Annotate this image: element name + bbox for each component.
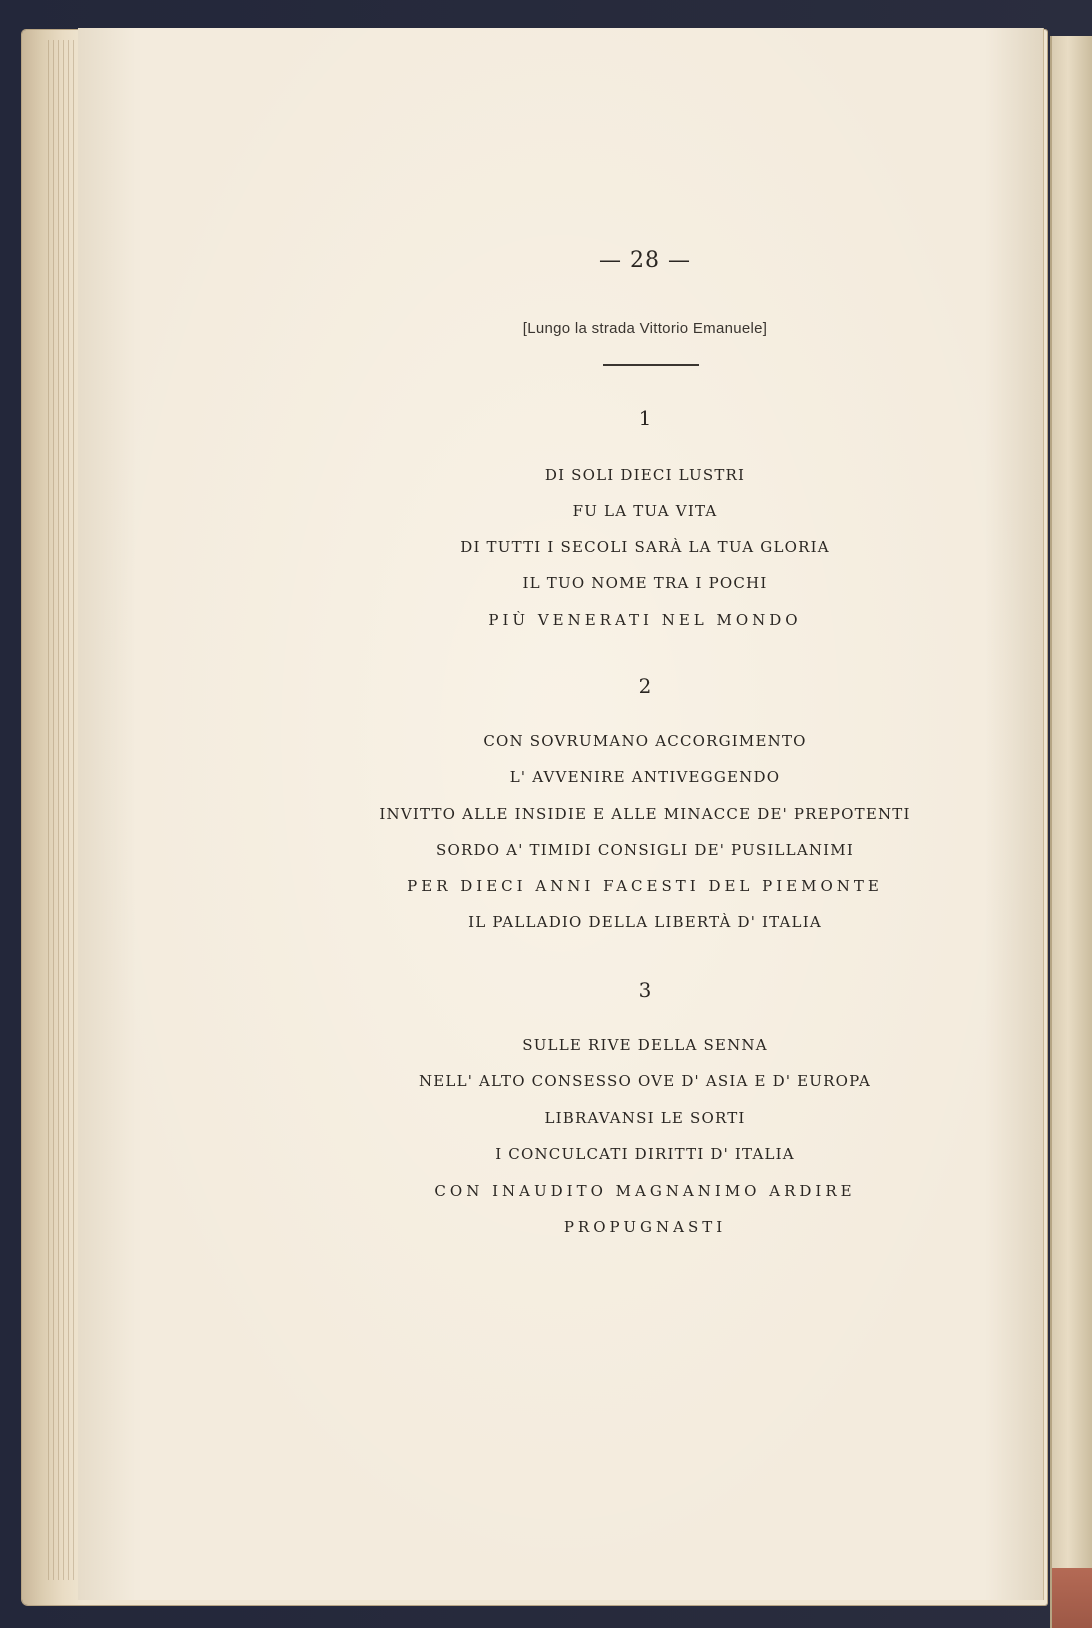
inscription-line: CON SOVRUMANO ACCORGIMENTO (483, 732, 807, 750)
inscription-line: DI SOLI DIECI LUSTRI (544, 466, 746, 484)
inscription-line: L' AVVENIRE ANTIVEGGENDO (509, 768, 781, 786)
inscription-line: LIBRAVANSI LE SORTI (544, 1109, 746, 1127)
divider-rule (603, 364, 699, 366)
inscription-line: SORDO A' TIMIDI CONSIGLI DE' PUSILLANIMI (436, 841, 854, 859)
section-number-1: 1 (638, 406, 652, 430)
page-number: — 28 — (599, 248, 691, 273)
section-number-3: 3 (638, 978, 652, 1002)
inscription-line: FU LA TUA VITA (572, 502, 718, 520)
location-subtitle: [Lungo la strada Vittorio Emanuele] (522, 320, 768, 337)
inscription-line: DI TUTTI I SECOLI SARÀ LA TUA GLORIA (460, 538, 830, 556)
inscription-line: PROPUGNASTI (563, 1218, 727, 1236)
inscription-line: PER DIECI ANNI FACESTI DEL PIEMONTE (407, 877, 883, 895)
inscription-line: SULLE RIVE DELLA SENNA (522, 1036, 768, 1054)
inscription-line: CON INAUDITO MAGNANIMO ARDIRE (434, 1182, 856, 1200)
inscription-line: I CONCULCATI DIRITTI D' ITALIA (495, 1145, 795, 1163)
section-number-2: 2 (638, 674, 652, 698)
inscription-line: IL TUO NOME TRA I POCHI (522, 574, 768, 592)
inscription-line: NELL' ALTO CONSESSO OVE D' ASIA E D' EUROPA (418, 1072, 872, 1090)
inscription-line: INVITTO ALLE INSIDIE E ALLE MINACCE DE' PREPOTENTI (379, 805, 911, 823)
inscription-line: PIÙ VENERATI NEL MONDO (488, 611, 802, 629)
inscription-line: IL PALLADIO DELLA LIBERTÀ D' ITALIA (468, 913, 822, 931)
